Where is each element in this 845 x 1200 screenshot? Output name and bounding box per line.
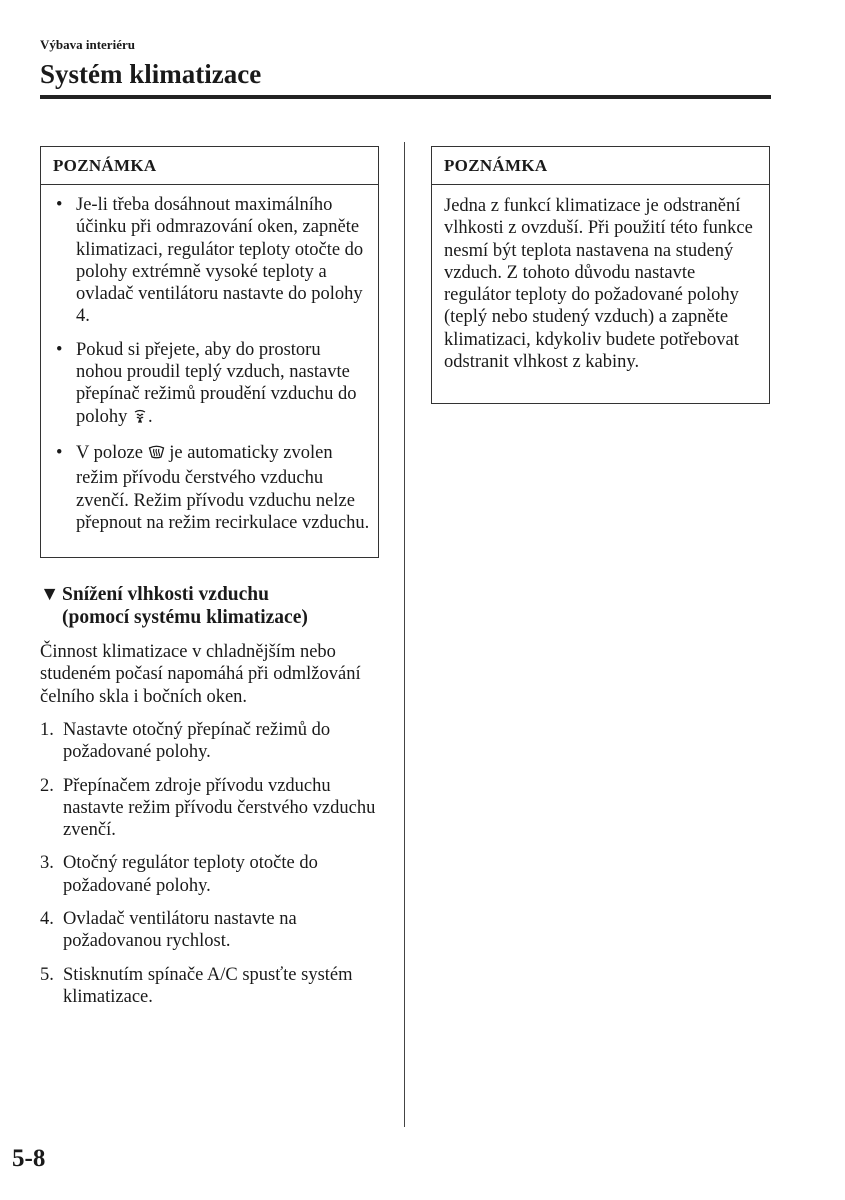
page-number: 5-8 (12, 1145, 46, 1172)
page-title: Systém klimatizace (40, 59, 262, 89)
column-divider (404, 142, 405, 1127)
step-item: 2. Přepínačem zdroje přívodu vzduchu nastavte režim přívodu čerstvého vzduchu zvenčí. (40, 775, 376, 841)
floor-defrost-mode-icon (132, 408, 148, 431)
windshield-defrost-icon (148, 444, 165, 467)
step-item: 3. Otočný regulátor teploty otočte do požadované polohy. (40, 853, 318, 896)
triangle-marker-icon: ▼ (40, 584, 60, 605)
section-label: Výbava interiéru (40, 37, 135, 52)
step-item: 5. Stisknutím spínače A/C spusťte systém klimatizace. (40, 964, 353, 1007)
note-bullet-item: • V poloze je automaticky zvolen režim přívodu čerstvého vzduchu zvenčí. Režim přívodu vzduchu nelze přepnout na režim recirkulace vzduchu. (53, 442, 370, 534)
steps-list (40, 719, 390, 1019)
note-bullet-item: • Pokud si přejete, aby do prostoru nohou proudil teplý vzduch, nastavte přepínač režimů proudění vzduchu do polohy . (53, 339, 370, 431)
subsection-heading: ▼ Snížení vlhkosti vzduchu (pomocí systému klimatizace) (40, 584, 308, 628)
note-box-right (431, 146, 770, 404)
step-item: 1. Nastavte otočný přepínač režimů do požadované polohy. (40, 720, 331, 763)
note-box-left (40, 146, 379, 558)
title-rule (40, 95, 771, 99)
intro-paragraph: Činnost klimatizace v chladnějším nebo studeném počasí napomáhá při odmlžování čelního skla i bočních oken. (40, 642, 361, 707)
note-bullet-list (53, 194, 370, 534)
note-bullet-item: • Je-li třeba dosáhnout maximálního účinku při odmrazování oken, zapněte klimatizaci, regulátor teploty otočte do polohy extrémně vysoké teploty a ovladač ventilátoru nastavte do polohy 4. (53, 194, 370, 328)
step-item: 4. Ovladač ventilátoru nastavte na požadovanou rychlost. (40, 909, 297, 952)
note-heading: POZNÁMKA (41, 147, 378, 185)
note-heading: POZNÁMKA (432, 147, 769, 185)
note-text: Jedna z funkcí klimatizace je odstranění vlhkosti z ovzduší. Při použití této funkce nesmí být teplota nastavena na studený vzduch. Z tohoto důvodu nastavte regulátor teploty do požadované polohy (teplý nebo studený vzduch) a zapněte klimatizaci, kdykoliv budete potřebovat odstranit vlhkost z kabiny. (444, 196, 753, 373)
